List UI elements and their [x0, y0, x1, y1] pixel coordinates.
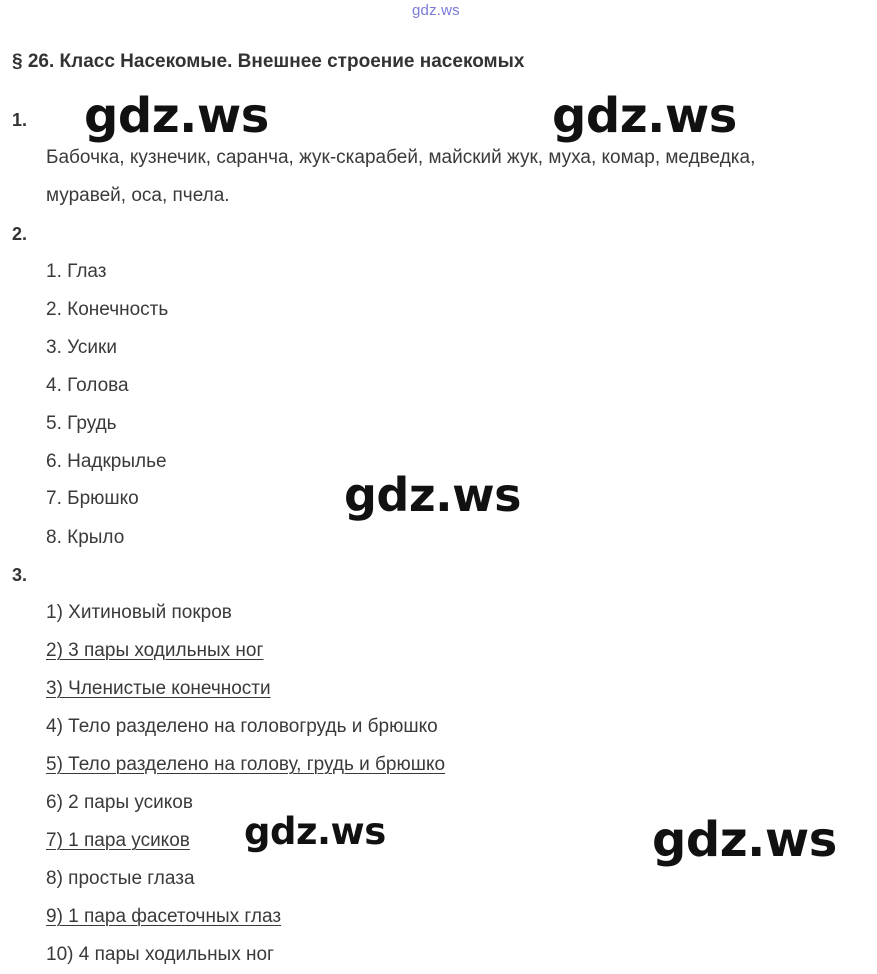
list-item: 4) Тело разделено на головогрудь и брюшко	[46, 716, 438, 737]
site-mark: gdz.ws	[412, 2, 460, 19]
watermark: gdz.ws	[344, 468, 521, 522]
page-title: § 26. Класс Насекомые. Внешнее строение насекомых	[12, 51, 525, 72]
task-1-line-2: муравей, оса, пчела.	[46, 185, 230, 206]
list-item: 2. Конечность	[46, 299, 169, 320]
task-1-number: 1.	[12, 110, 28, 130]
list-item: 10) 4 пары ходильных ног	[46, 944, 274, 965]
list-item: 1) Хитиновый покров	[46, 602, 232, 623]
list-item: 5) Тело разделено на голову, грудь и брюшко	[46, 754, 446, 775]
task-2-number: 2.	[12, 224, 28, 244]
watermark: gdz.ws	[84, 88, 269, 144]
list-item: 8. Крыло	[46, 527, 125, 548]
task-1-line-1: Бабочка, кузнечик, саранча, жук-скарабей, майский жук, муха, комар, медведка,	[46, 147, 756, 168]
watermark: gdz.ws	[552, 88, 737, 144]
list-item: 8) простые глаза	[46, 868, 195, 889]
list-item: 7. Брюшко	[46, 488, 139, 509]
list-item: 5. Грудь	[46, 413, 117, 434]
list-item: 4. Голова	[46, 375, 129, 396]
list-item: 7) 1 пара усиков	[46, 830, 190, 851]
watermark: gdz.ws	[244, 810, 386, 853]
list-item: 9) 1 пара фасеточных глаз	[46, 906, 282, 927]
task-3-number: 3.	[12, 565, 28, 585]
watermark: gdz.ws	[652, 812, 837, 868]
list-item: 6) 2 пары усиков	[46, 792, 193, 813]
list-item: 3. Усики	[46, 337, 117, 358]
list-item: 2) 3 пары ходильных ног	[46, 640, 264, 661]
list-item: 1. Глаз	[46, 261, 107, 282]
list-item: 6. Надкрылье	[46, 451, 167, 472]
list-item: 3) Членистые конечности	[46, 678, 271, 699]
